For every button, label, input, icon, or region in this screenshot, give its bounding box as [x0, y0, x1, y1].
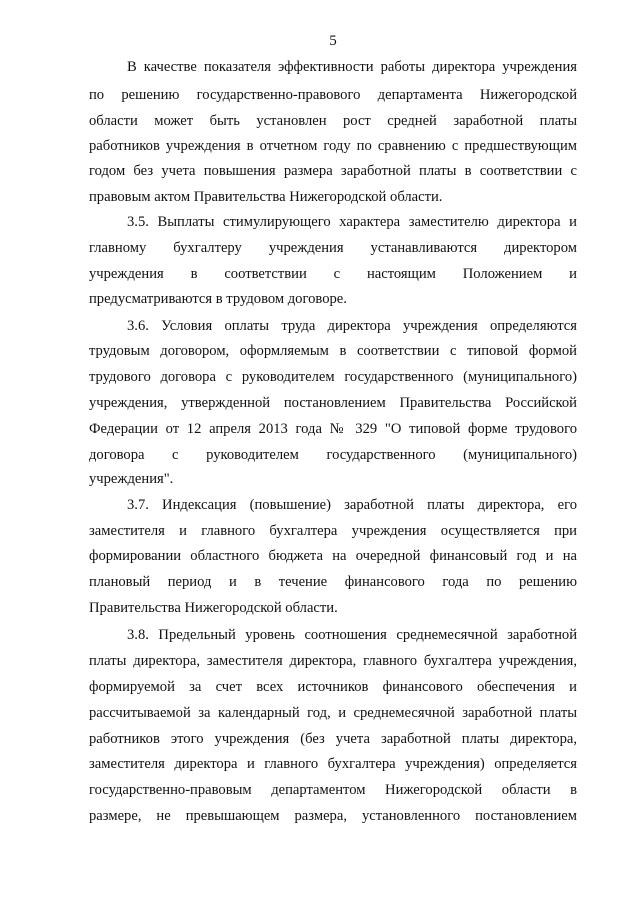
paragraph-3-6-line-5: Федерации от 12 апреля 2013 года № 329 "О типовой форме трудового [89, 421, 577, 437]
paragraph-3-6-line-3: трудового договора с руководителем государственного (муниципального) [89, 369, 577, 385]
paragraph-3-8-line-2: платы директора, заместителя директора, главного бухгалтера учреждения, [89, 653, 577, 669]
paragraph-3-8-line-5: работников этого учреждения (без учета заработной платы директора, [89, 731, 577, 747]
paragraph-3-6-line-7: учреждения". [89, 471, 174, 487]
paragraph-3-5-line-2: главному бухгалтеру учреждения устанавливаются директором [89, 240, 577, 256]
paragraph-3-6-line-1: 3.6. Условия оплаты труда директора учреждения определяются [127, 318, 577, 334]
paragraph-3-6-line-4: учреждения, утвержденной постановлением Правительства Российской [89, 395, 577, 411]
paragraph-3-7-line-4: плановый период и в течение финансового года по решению [89, 574, 577, 590]
paragraph-3-5-line-3: учреждения в соответствии с настоящим Положением и [89, 266, 577, 282]
paragraph-3-8-line-8: размере, не превышающем размера, установленного постановлением [89, 808, 577, 824]
paragraph-3-8-line-7: государственно-правовым департаментом Нижегородской области в [89, 782, 577, 798]
paragraph-3-8-line-4: рассчитываемой за календарный год, и среднемесячной заработной платы [89, 705, 577, 721]
paragraph-3-5-line-4: предусматриваются в трудовом договоре. [89, 291, 347, 307]
paragraph-3-8-line-1: 3.8. Предельный уровень соотношения среднемесячной заработной [127, 627, 577, 643]
paragraph-3-6-line-2: трудовым договором, оформляемым в соответствии с типовой формой [89, 343, 577, 359]
paragraph-3-7-line-2: заместителя и главного бухгалтера учреждения осуществляется при [89, 523, 577, 539]
paragraph-3-8-line-3: формируемой за счет всех источников финансового обеспечения и [89, 679, 577, 695]
paragraph-1-line-5: годом без учета повышения размера заработной платы в соответствии с [89, 163, 577, 179]
paragraph-3-7-line-1: 3.7. Индексация (повышение) заработной платы директора, его [127, 497, 577, 513]
paragraph-1-line-3: области может быть установлен рост средней заработной платы [89, 113, 577, 129]
paragraph-1-line-4: работников учреждения в отчетном году по сравнению с предшествующим [89, 138, 577, 154]
paragraph-1-line-2: по решению государственно-правового департамента Нижегородской [89, 87, 577, 103]
paragraph-3-8-line-6: заместителя директора и главного бухгалтера учреждения) определяется [89, 756, 577, 772]
page-number: 5 [329, 33, 337, 49]
paragraph-3-6-line-6: договора с руководителем государственного (муниципального) [89, 447, 577, 463]
paragraph-1-line-1: В качестве показателя эффективности работы директора учреждения [127, 59, 577, 75]
paragraph-3-7-line-5: Правительства Нижегородской области. [89, 600, 338, 616]
paragraph-3-7-line-3: формировании областного бюджета на очередной финансовый год и на [89, 548, 577, 564]
paragraph-3-5-line-1: 3.5. Выплаты стимулирующего характера заместителю директора и [127, 214, 577, 230]
paragraph-1-line-6: правовым актом Правительства Нижегородской области. [89, 189, 443, 205]
